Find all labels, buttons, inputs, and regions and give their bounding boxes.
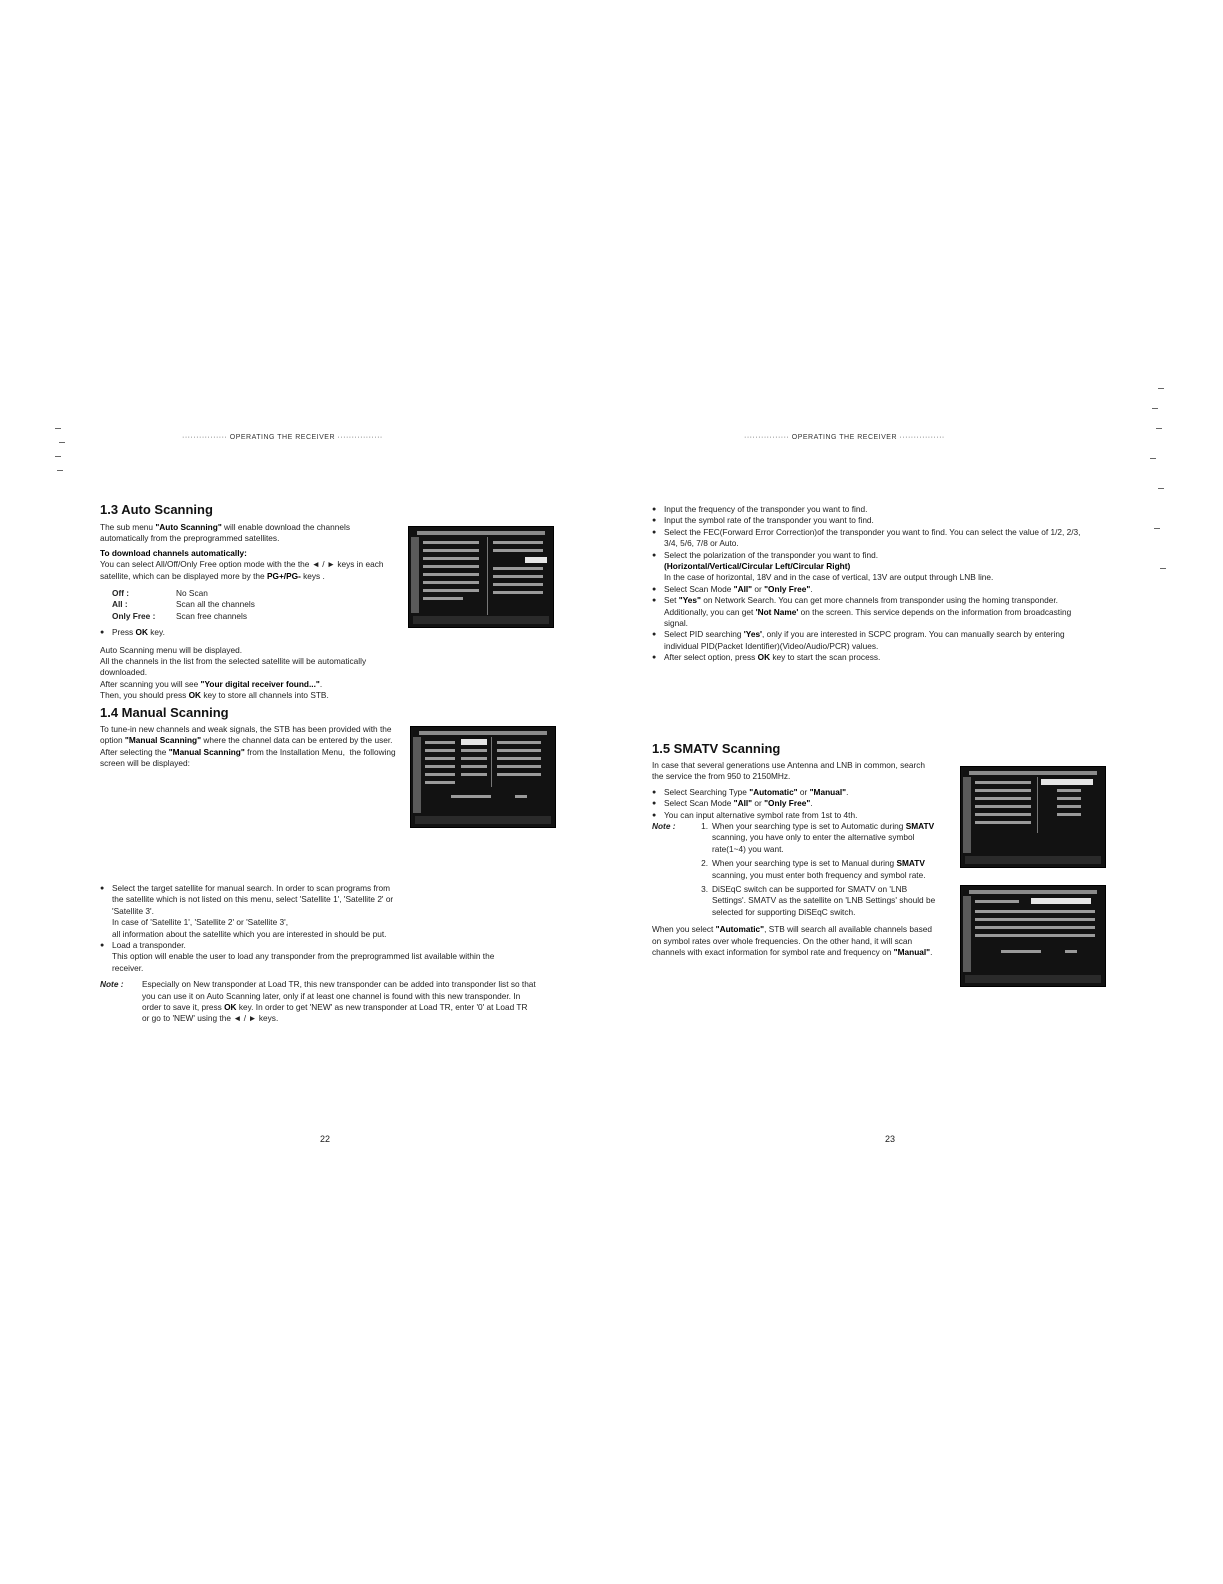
right-page	[612, 0, 1223, 1584]
option-list	[100, 588, 390, 622]
scan-edge-marks	[1146, 388, 1166, 608]
page-number: 22	[320, 1134, 331, 1144]
running-header-left: ················ OPERATING THE RECEIVER ················	[182, 434, 383, 441]
note-item: 3. DiSEqC switch can be supported for SMATV on 'LNB Settings'. SMATV as the satellite on 'LNB Settings' should be selected for supporting DiSEqC switch.	[701, 884, 936, 917]
section-title: 1.5 SMATV Scanning	[652, 741, 781, 756]
option-row: Off : No Scan	[112, 588, 208, 599]
note-label: Note :	[100, 979, 124, 990]
running-header-right: ················ OPERATING THE RECEIVER ················	[744, 434, 945, 441]
download-text: You can select All/Off/Only Free option mode with the the ◄ / ► keys in each satellite, which can be displayed more by the PG+/PG- keys .	[100, 559, 384, 581]
load-transponder-bullet: ● Load a transponder.	[100, 940, 540, 951]
smatv-body: In case that several generations use Antenna and LNB in common, search the service the from 950 to 2150MHz. ● Select Searching Type "Automatic" or "Manual". ● Select Scan Mode "All" or "Only Free". ● You can input alternative symbol rate from 1st to 4th. Note : 1. When your searching type is set to Automatic during SMATV scanning, you have only to enter the alternative symbol rate(1~4) you want. 2. When your searching type is set to Manual during SMATV scanning, you must enter both frequency and symbol rate. 3. DiSEqC switch can be supported for SMATV on 'LNB Settings'. SMATV as the satellite on 'LNB Settings' should be selected for supporting DiSEqC switch. When you select "Automatic", STB will search all available channels based on symbol rates over whole frequencies. On the other hand, it will scan channels with exact information for symbol rate and frequency on "Manual".	[652, 760, 937, 959]
manual-scan-intro: To tune-in new channels and weak signals, the STB has been provided with the option "Manual Scanning" where the channel data can be entered by the user. After selecting the "Manual Scanning" from the Installation Menu, the following screen will be displayed:	[100, 724, 396, 769]
smatv-automatic-screenshot	[960, 766, 1106, 868]
auto-scan-intro: The sub menu "Auto Scanning" will enable download the channels automatically from the preprogrammed satellites.	[100, 522, 350, 544]
option-row: All : Scan all the channels	[112, 599, 255, 610]
option-row: Only Free : Scan free channels	[112, 610, 248, 621]
running-title: OPERATING THE RECEIVER	[229, 434, 336, 441]
section-title: 1.3 Auto Scanning	[100, 502, 213, 517]
page-number: 23	[885, 1134, 896, 1144]
note-label: Note :	[652, 821, 676, 832]
running-title: OPERATING THE RECEIVER	[791, 434, 898, 441]
scan-edge-marks	[55, 428, 75, 488]
section-title: 1.4 Manual Scanning	[100, 705, 229, 720]
auto-scan-body	[100, 522, 390, 702]
note-text: Especially on New transponder at Load TR, this new transponder can be added into transponder list so that you can use it on Auto Scanning later, only if at least one channel is found with this new transponder. In order to save it, press OK key. In order to get 'NEW' as new transponder at Load TR, enter '0' at Load TR or go to 'NEW' using the ◄ / ► keys.	[142, 979, 536, 1024]
auto-scan-after: Auto Scanning menu will be displayed. All the channels in the list from the selected satellite will be automatically downloaded. After scanning you will see "Your digital receiver found...". Then, you should press OK key to store all channels into STB.	[100, 644, 367, 701]
note-item: 2. When your searching type is set to Manual during SMATV scanning, you must enter both frequency and symbol rate.	[701, 858, 926, 880]
manual-scan-steps: ● Select the target satellite for manual search. In order to scan programs from the satellite which is not listed on this menu, select 'Satellite 1', 'Satellite 2' or 'Satellite 3'. In case of 'Satellite 1', 'Satellite 2' or 'Satellite 3', all information about the satellite which you are interested in should be put. ● Load a transponder. This option will enable the user to load any transponder from the preprogrammed list available within the receiver. Note : Especially on New transponder at Load TR, this new transponder can be added into transponder list so that you can use it on Auto Scanning later, only if at least one channel is found with this new transponder. In order to save it, press OK key. In order to get 'NEW' as new transponder at Load TR, enter '0' at Load TR or go to 'NEW' using the ◄ / ► keys.	[100, 883, 540, 1025]
note	[100, 979, 540, 1025]
press-ok-bullet: ● Press OK key.	[100, 627, 390, 638]
note-item: 1. When your searching type is set to Automatic during SMATV scanning, you have only to enter the alternative symbol rate(1~4) you want.	[701, 821, 935, 854]
smatv-note	[652, 821, 937, 918]
select-satellite-bullet: ● Select the target satellite for manual search. In order to scan programs from the satellite which is not listed on this menu, select 'Satellite 1', 'Satellite 2' or 'Satellite 3'.	[100, 883, 402, 917]
manual-scan-continued: ● Input the frequency of the transponder you want to find. ● Input the symbol rate of the transponder you want to find. ● Select the FEC(Forward Error Correction)of the transponder you want to find. You can select the value of 1/2, 2/3, 3/4, 5/6, 7/8 or Auto. ● Select the polarization of the transponder you want to find. (Horizontal/Vertical/Circular Left/Circular Right) In the case of horizontal, 18V and in the case of vertical, 13V are output through LNB line. ● Select Scan Mode "All" or "Only Free". ● Set "Yes" on Network Search. You can get more channels from transponder using the homing transponder. Additionally, you can get 'Not Name' on the screen. This service depends on the information from broadcasting signal. ● Select PID searching 'Yes', only if you are interested in SCPC program. You can manually search by entering individual PID(Packet Identifier)(Video/Audio/PCR) values. ● After select option, press OK key to start the scan process.	[652, 504, 1092, 664]
smatv-manual-screenshot	[960, 885, 1106, 987]
auto-scanning-screenshot	[408, 526, 554, 628]
download-heading: To download channels automatically:	[100, 547, 247, 558]
manual-scanning-screenshot	[410, 726, 556, 828]
